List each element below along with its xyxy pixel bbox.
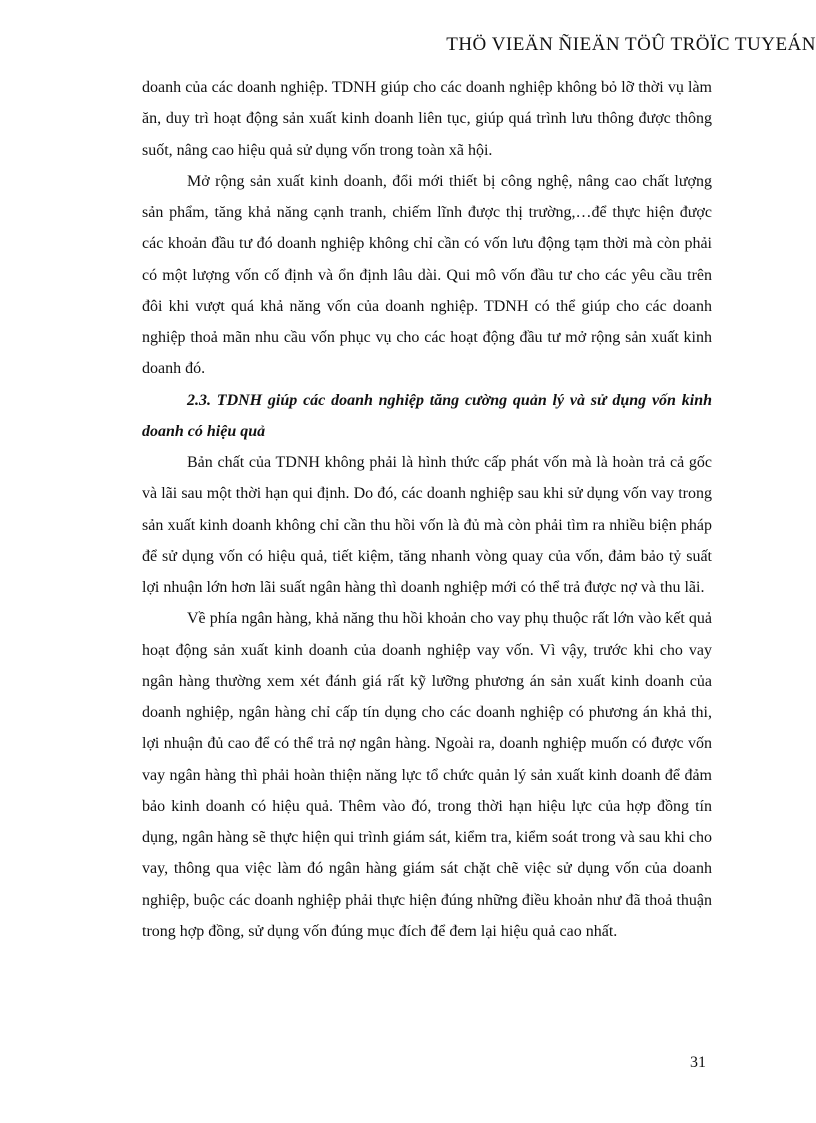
page-number: 31 bbox=[690, 1054, 706, 1071]
paragraph-expansion: Mở rộng sản xuất kinh doanh, đổi mới thiết bị công nghệ, nâng cao chất lượng sản phẩm, tăng khả năng cạnh tranh, chiếm lĩnh được thị trường,…để thực hiện được các khoản đầu tư đó doanh nghiệp không chỉ cần có vốn lưu động tạm thời mà còn phải có một lượng vốn cố định và ổn định lâu dài. Qui mô vốn đầu tư cho các yêu cầu trên đôi khi vượt quá khả năng vốn của doanh nghiệp. TDNH có thể giúp cho các doanh nghiệp thoả mãn nhu cầu vốn phục vụ cho các hoạt động đầu tư mở rộng sản xuất kinh doanh đó. bbox=[142, 172, 712, 378]
paragraph-bank-side: Về phía ngân hàng, khả năng thu hồi khoản cho vay phụ thuộc rất lớn vào kết quả hoạt động sản xuất kinh doanh của doanh nghiệp vay vốn. Vì vậy, trước khi cho vay ngân hàng thường xem xét đánh giá rất kỹ lưỡng phương án sản xuất kinh doanh của doanh nghiệp, ngân hàng chỉ cấp tín dụng cho các doanh nghiệp có phương án khả thi, lợi nhuận đủ cao để có thể trả nợ ngân hàng. Ngoài ra, doanh nghiệp muốn có được vốn vay ngân hàng thì phải hoàn thiện năng lực tổ chức quản lý sản xuất kinh doanh để đảm bảo kinh doanh có hiệu quả. Thêm vào đó, trong thời hạn hiệu lực của hợp đồng tín dụng, ngân hàng sẽ thực hiện qui trình giám sát, kiểm tra, kiểm soát trong và sau khi cho vay, thông qua việc làm đó ngân hàng giám sát chặt chẽ việc sử dụng vốn của doanh nghiệp, buộc các doanh nghiệp phải thực hiện đúng những điều khoản như đã thoả thuận trong hợp đồng, sử dụng vốn đúng mục đích để đem lại hiệu quả cao nhất. bbox=[142, 610, 712, 940]
paragraph-continuation: doanh của các doanh nghiệp. TDNH giúp cho các doanh nghiệp không bỏ lỡ thời vụ làm ăn, duy trì hoạt động sản xuất kinh doanh liên tục, giúp quá trình lưu thông được thông suốt, nâng cao hiệu quả sử dụng vốn trong toàn xã hội. bbox=[142, 79, 712, 159]
document-body bbox=[142, 72, 712, 947]
paragraph-credit-nature: Bản chất của TDNH không phải là hình thức cấp phát vốn mà là hoàn trả cả gốc và lãi sau một thời hạn qui định. Do đó, các doanh nghiệp sau khi sử dụng vốn vay trong sản xuất kinh doanh không chỉ cần thu hồi vốn là đủ mà còn phải tìm ra nhiều biện pháp để sử dụng vốn có hiệu quả, tiết kiệm, tăng nhanh vòng quay của vốn, đảm bảo tỷ suất lợi nhuận lớn hơn lãi suất ngân hàng thì doanh nghiệp mới có thể trả được nợ và thu lãi. bbox=[142, 454, 712, 596]
section-heading: 2.3. TDNH giúp các doanh nghiệp tăng cường quản lý và sử dụng vốn kinh doanh có hiệu quả bbox=[142, 391, 712, 440]
page-header: THÖ VIEÄN ÑIEÄN TÖÛ TRÖÏC TUYEÁN bbox=[446, 34, 816, 55]
